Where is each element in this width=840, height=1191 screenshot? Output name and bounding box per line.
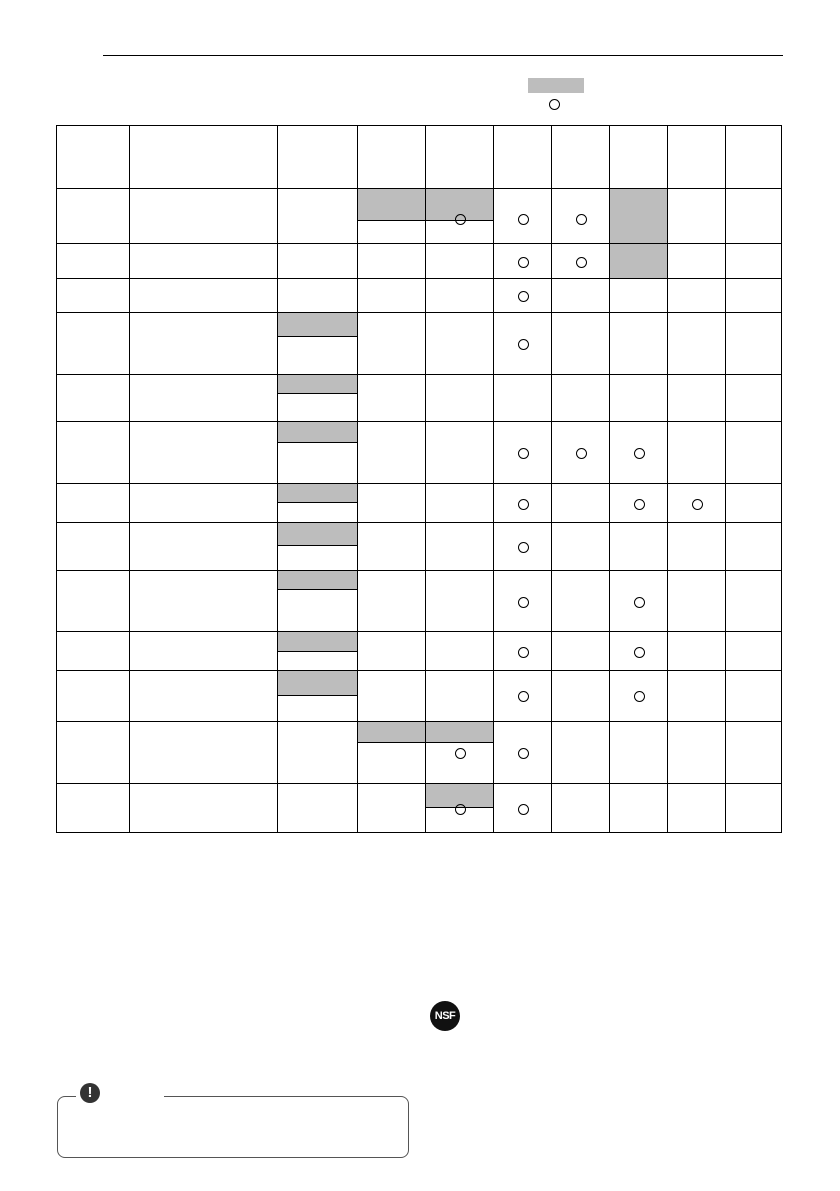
- table-cell: [552, 279, 610, 313]
- legend-shading-swatch: [528, 78, 584, 93]
- table-cell: [552, 523, 610, 571]
- table-cell: [610, 722, 668, 784]
- table-cell: [130, 375, 278, 422]
- circle-mark-icon: [455, 214, 466, 225]
- specification-table: [56, 125, 782, 833]
- shaded-cell: [426, 722, 494, 743]
- circle-mark-icon: [634, 448, 645, 459]
- table-cell: [668, 571, 726, 632]
- circle-mark-icon: [518, 339, 529, 350]
- table-cell: [668, 722, 726, 784]
- table-cell: [610, 279, 668, 313]
- circle-mark-icon: [455, 748, 466, 759]
- table-cell: [358, 221, 426, 244]
- table-cell: [426, 523, 494, 571]
- circle-mark-icon: [518, 448, 529, 459]
- header-rule: [103, 55, 783, 56]
- table-cell: [668, 632, 726, 671]
- circle-mark-icon: [576, 214, 587, 225]
- header-cell: [726, 125, 782, 189]
- table-cell: [56, 313, 130, 375]
- table-cell: [358, 244, 426, 279]
- header-cell: [56, 125, 130, 189]
- table-cell: [552, 313, 610, 375]
- table-cell: [552, 484, 610, 523]
- table-cell: [668, 279, 726, 313]
- table-cell: [358, 743, 426, 784]
- table-cell: [278, 652, 358, 671]
- shaded-cell: [278, 484, 358, 503]
- table-cell: [278, 590, 358, 632]
- table-cell: [358, 632, 426, 671]
- table-cell: [552, 632, 610, 671]
- table-cell: [130, 422, 278, 484]
- table-cell: [56, 722, 130, 784]
- legend-circle-icon: [549, 99, 560, 110]
- table-cell: [56, 671, 130, 722]
- circle-mark-icon: [518, 542, 529, 553]
- table-cell: [278, 189, 358, 244]
- table-cell: [726, 279, 782, 313]
- table-cell: [56, 422, 130, 484]
- table-cell: [56, 279, 130, 313]
- table-cell: [494, 375, 552, 422]
- table-cell: [56, 632, 130, 671]
- table-cell: [668, 375, 726, 422]
- shaded-cell: [278, 375, 358, 394]
- table-cell: [426, 313, 494, 375]
- table-cell: [278, 279, 358, 313]
- table-cell: [552, 784, 610, 833]
- table-cell: [56, 571, 130, 632]
- shaded-cell: [278, 571, 358, 590]
- table-cell: [668, 523, 726, 571]
- table-cell: [130, 244, 278, 279]
- shaded-cell: [278, 313, 358, 337]
- header-cell: [610, 125, 668, 189]
- table-cell: [552, 571, 610, 632]
- table-cell: [130, 671, 278, 722]
- table-cell: [726, 189, 782, 244]
- circle-mark-icon: [576, 448, 587, 459]
- circle-mark-icon: [518, 499, 529, 510]
- shaded-cell: [278, 632, 358, 652]
- shaded-cell: [610, 244, 668, 279]
- table-cell: [130, 484, 278, 523]
- table-cell: [668, 189, 726, 244]
- table-cell: [278, 394, 358, 422]
- table-cell: [130, 632, 278, 671]
- circle-mark-icon: [518, 647, 529, 658]
- table-cell: [278, 443, 358, 484]
- table-cell: [278, 546, 358, 571]
- header-cell: [494, 125, 552, 189]
- shaded-cell: [358, 189, 426, 221]
- table-cell: [278, 722, 358, 784]
- header-cell: [668, 125, 726, 189]
- circle-mark-icon: [518, 257, 529, 268]
- circle-mark-icon: [634, 499, 645, 510]
- table-cell: [278, 244, 358, 279]
- table-cell: [726, 313, 782, 375]
- table-cell: [610, 375, 668, 422]
- table-cell: [56, 244, 130, 279]
- table-cell: [358, 484, 426, 523]
- table-cell: [726, 422, 782, 484]
- header-cell: [358, 125, 426, 189]
- header-cell: [130, 125, 278, 189]
- table-cell: [278, 503, 358, 523]
- table-cell: [358, 279, 426, 313]
- table-cell: [278, 784, 358, 833]
- table-cell: [426, 671, 494, 722]
- circle-mark-icon: [518, 291, 529, 302]
- table-cell: [130, 523, 278, 571]
- table-cell: [426, 632, 494, 671]
- table-cell: [130, 784, 278, 833]
- circle-mark-icon: [518, 804, 529, 815]
- circle-mark-icon: [634, 691, 645, 702]
- shaded-cell: [358, 722, 426, 743]
- table-cell: [358, 671, 426, 722]
- table-cell: [130, 313, 278, 375]
- table-cell: [610, 313, 668, 375]
- circle-mark-icon: [692, 499, 703, 510]
- table-cell: [426, 279, 494, 313]
- table-cell: [56, 375, 130, 422]
- table-cell: [668, 671, 726, 722]
- table-cell: [278, 337, 358, 375]
- table-cell: [552, 722, 610, 784]
- shaded-cell: [278, 523, 358, 546]
- table-cell: [358, 422, 426, 484]
- table-cell: [358, 523, 426, 571]
- header-cell: [552, 125, 610, 189]
- table-cell: [726, 375, 782, 422]
- table-cell: [726, 244, 782, 279]
- table-cell: [278, 696, 358, 722]
- table-cell: [358, 313, 426, 375]
- table-cell: [56, 484, 130, 523]
- table-cell: [358, 571, 426, 632]
- circle-mark-icon: [518, 691, 529, 702]
- table-cell: [56, 523, 130, 571]
- header-cell: [278, 125, 358, 189]
- table-cell: [726, 484, 782, 523]
- table-cell: [726, 571, 782, 632]
- table-cell: [358, 375, 426, 422]
- table-cell: [726, 632, 782, 671]
- circle-mark-icon: [455, 804, 466, 815]
- table-cell: [610, 784, 668, 833]
- table-cell: [552, 671, 610, 722]
- table-cell: [130, 722, 278, 784]
- circle-mark-icon: [518, 748, 529, 759]
- table-cell: [56, 784, 130, 833]
- table-cell: [426, 484, 494, 523]
- table-cell: [668, 244, 726, 279]
- circle-mark-icon: [634, 647, 645, 658]
- table-cell: [426, 375, 494, 422]
- header-cell: [426, 125, 494, 189]
- table-cell: [426, 422, 494, 484]
- table-cell: [56, 189, 130, 244]
- circle-mark-icon: [576, 257, 587, 268]
- shaded-cell: [278, 422, 358, 443]
- exclamation-icon: !: [80, 1083, 100, 1103]
- table-cell: [130, 189, 278, 244]
- shaded-cell: [278, 671, 358, 696]
- table-cell: [726, 722, 782, 784]
- table-cell: [358, 784, 426, 833]
- circle-mark-icon: [518, 214, 529, 225]
- table-cell: [668, 784, 726, 833]
- shaded-cell: [610, 189, 668, 244]
- circle-mark-icon: [518, 597, 529, 608]
- table-cell: [610, 523, 668, 571]
- table-cell: [668, 422, 726, 484]
- table-cell: [426, 244, 494, 279]
- nsf-logo: NSF: [430, 1001, 460, 1031]
- table-cell: [130, 279, 278, 313]
- note-box: [57, 1096, 409, 1158]
- table-cell: [726, 523, 782, 571]
- table-cell: [726, 784, 782, 833]
- table-cell: [726, 671, 782, 722]
- table-cell: [130, 571, 278, 632]
- table-cell: [668, 313, 726, 375]
- table-cell: [426, 571, 494, 632]
- table-cell: [552, 375, 610, 422]
- circle-mark-icon: [634, 597, 645, 608]
